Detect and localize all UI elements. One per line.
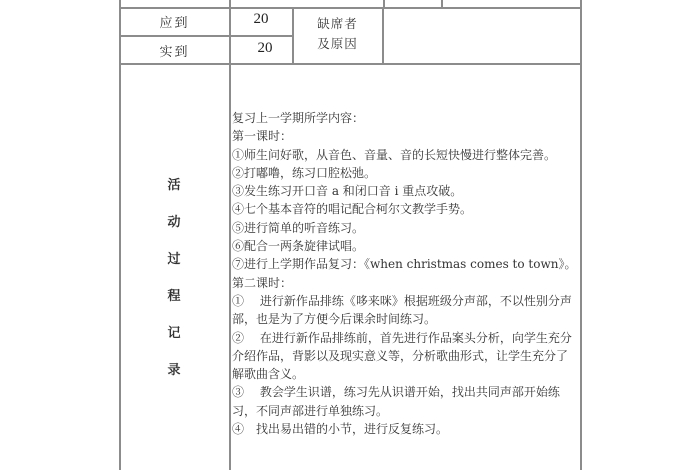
lesson1-item: ①师生问好歌，从音色、音量、音的长短快慢进行整体完善。 xyxy=(232,147,557,162)
expected-label: 应到 xyxy=(159,16,190,31)
activity-record-label-char: 活 xyxy=(167,178,181,193)
actual-label: 实到 xyxy=(159,45,190,60)
absent-label-line2: 及原因 xyxy=(317,36,358,51)
absent-label xyxy=(293,14,382,54)
lesson1-item: ⑦进行上学期作品复习：《when christmas comes to town》。 xyxy=(232,257,577,272)
activity-record-label-char: 记 xyxy=(167,326,181,341)
lesson1-item: ②打嘟噜，练习口腔松弛。 xyxy=(232,165,377,180)
lesson1-item: ③发生练习开口音 a 和闭口音 i 重点攻破。 xyxy=(232,184,463,199)
actual-value: 20 xyxy=(257,40,273,56)
lesson2-item: ② 在进行新作品排练前，首先进行作品案头分析，向学生充分介绍作品，背影以及现实意义等，分析歌曲形式，让学生充分了解歌曲含义。 xyxy=(232,330,572,382)
lesson1-title: 第一课时： xyxy=(232,129,293,144)
activity-record-label-char: 动 xyxy=(167,215,181,230)
table-border xyxy=(229,0,231,470)
table-border xyxy=(382,7,384,63)
table-border xyxy=(119,0,121,470)
lesson2-item: ③ 教会学生识谱，练习先从识谱开始，找出共同声部开始练习，不同声部进行单独练习。 xyxy=(232,385,560,418)
activity-record-label-char: 过 xyxy=(167,252,181,267)
table-border xyxy=(119,63,581,65)
table-border xyxy=(441,0,443,7)
activity-record-label-char: 录 xyxy=(167,363,181,378)
lesson1-item: ⑥配合一两条旋律试唱。 xyxy=(232,239,365,254)
lesson1-item: ⑤进行简单的听音练习。 xyxy=(232,220,365,235)
lesson1-item: ④七个基本音符的唱记配合柯尔文教学手势。 xyxy=(232,202,473,217)
table-border xyxy=(383,0,385,7)
table-border xyxy=(119,35,293,37)
lesson2-title: 第二课时： xyxy=(232,275,293,290)
lesson2-item: ④ 找出易出错的小节，进行反复练习。 xyxy=(232,422,449,437)
absent-label-line1: 缺席者 xyxy=(317,16,358,31)
lesson2-item: ① 进行新作品排练《哆来咪》根据班级分声部，不以性别分声部，也是为了方便今后课余时间练习。 xyxy=(232,293,572,327)
expected-value: 20 xyxy=(253,11,269,27)
table-border xyxy=(119,7,581,9)
activity-content xyxy=(232,109,577,438)
intro-line: 复习上一学期所学内容： xyxy=(232,111,365,125)
table-border xyxy=(580,0,582,470)
activity-record-label-char: 程 xyxy=(167,289,181,304)
